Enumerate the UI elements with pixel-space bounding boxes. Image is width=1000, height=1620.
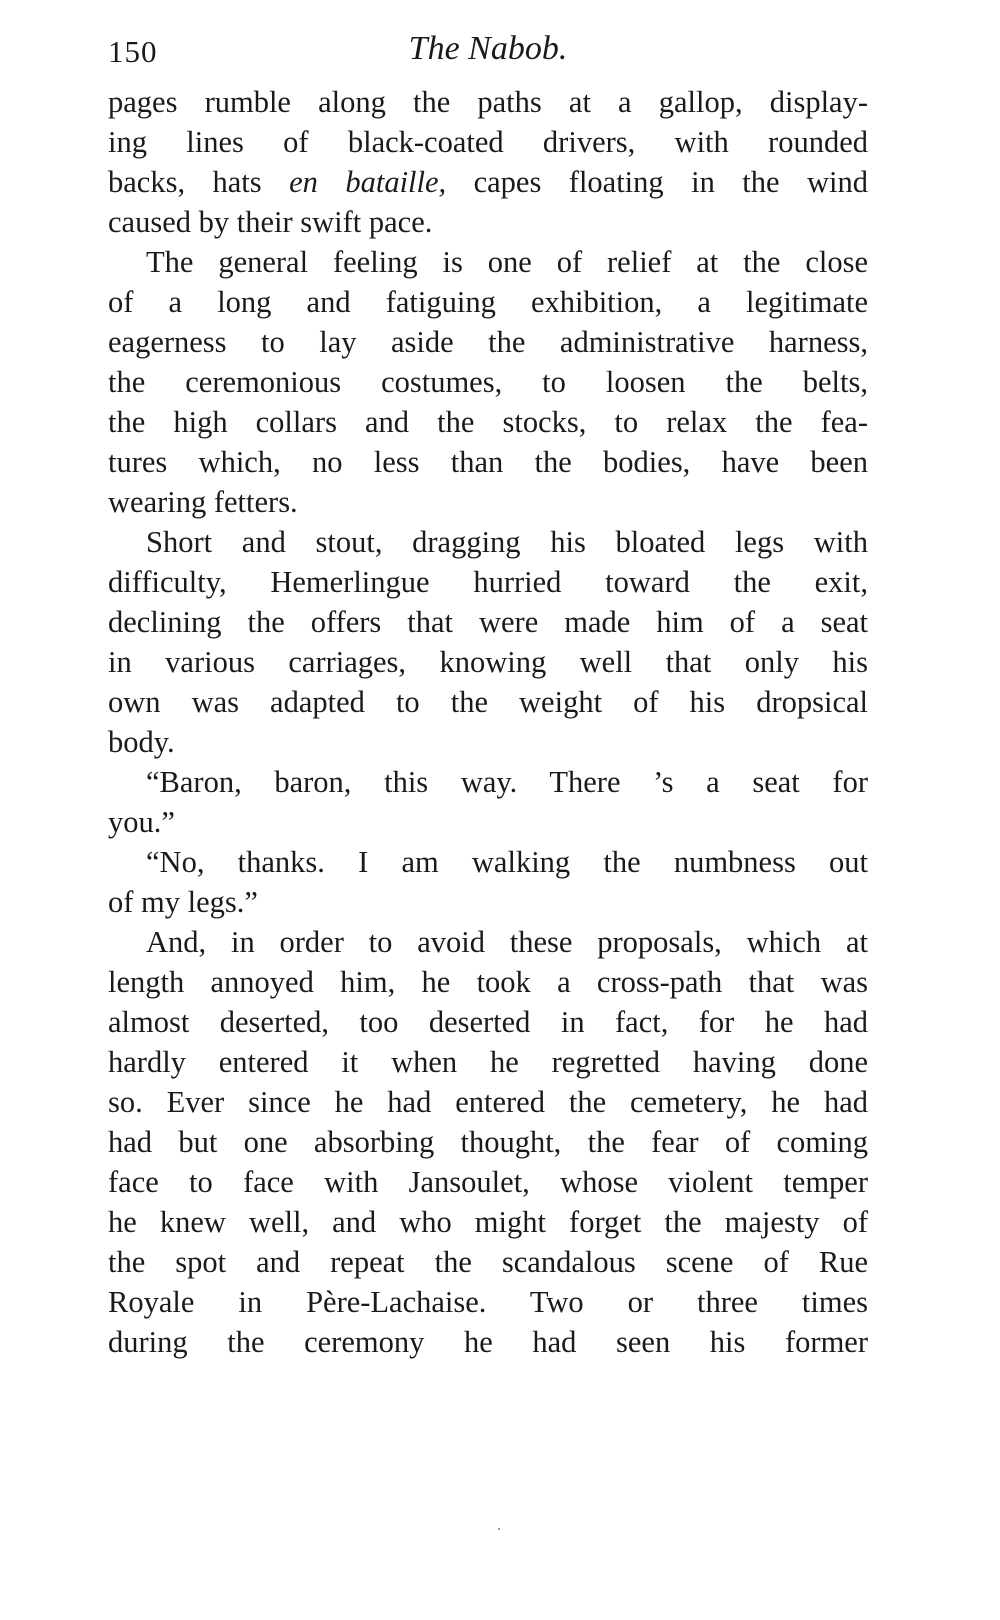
text-line: during the ceremony he had seen his former: [108, 1325, 868, 1359]
paper-speck: [498, 1528, 500, 1530]
text-line: pages rumble along the paths at a gallop, display-: [108, 85, 868, 119]
text-line: you.”: [108, 805, 175, 839]
text-line: ing lines of black-coated drivers, with rounded: [108, 125, 868, 159]
text-line: Short and stout, dragging his bloated legs with: [146, 525, 868, 559]
text-line: of a long and fatiguing exhibition, a legitimate: [108, 285, 868, 319]
page-number: 150: [108, 34, 158, 69]
text-line: length annoyed him, he took a cross-path that was: [108, 965, 868, 999]
text-line: [108, 162, 868, 202]
text-line: face to face with Jansoulet, whose violent temper: [108, 1165, 868, 1199]
text-line: caused by their swift pace.: [108, 205, 433, 239]
text-segment: capes floating in the wind: [473, 165, 868, 199]
text-line: “Baron, baron, this way. There ’s a seat for: [146, 765, 868, 799]
text-line: had but one absorbing thought, the fear of coming: [108, 1125, 868, 1159]
book-page: [108, 24, 868, 1362]
text-line: almost deserted, too deserted in fact, for he had: [108, 1005, 868, 1039]
text-line: the spot and repeat the scandalous scene of Rue: [108, 1245, 868, 1279]
text-line: the ceremonious costumes, to loosen the belts,: [108, 365, 868, 399]
running-head: [108, 24, 868, 82]
text-line: Royale in Père-Lachaise. Two or three times: [108, 1285, 868, 1319]
text-line: body.: [108, 725, 175, 759]
text-line: wearing fetters.: [108, 485, 298, 519]
text-line: he knew well, and who might forget the majesty of: [108, 1205, 868, 1239]
text-line: tures which, no less than the bodies, have been: [108, 445, 868, 479]
text-line: of my legs.”: [108, 885, 258, 919]
text-line: “No, thanks. I am walking the numbness out: [146, 845, 868, 879]
text-line: so. Ever since he had entered the cemetery, he had: [108, 1085, 868, 1119]
text-line: eagerness to lay aside the administrative harness,: [108, 325, 868, 359]
text-line: the high collars and the stocks, to relax the fea-: [108, 405, 868, 439]
text-line: in various carriages, knowing well that only his: [108, 645, 868, 679]
text-line: declining the offers that were made him of a seat: [108, 605, 868, 639]
text-segment: backs, hats: [108, 165, 262, 199]
text-line: The general feeling is one of relief at the close: [146, 245, 868, 279]
book-title: The Nabob.: [408, 30, 568, 67]
text-line: hardly entered it when he regretted having done: [108, 1045, 868, 1079]
text-line: And, in order to avoid these proposals, which at: [146, 925, 868, 959]
text-line: own was adapted to the weight of his dropsical: [108, 685, 868, 719]
body-text: [108, 82, 868, 1362]
text-line: difficulty, Hemerlingue hurried toward the exit,: [108, 565, 868, 599]
italic-phrase: en bataille,: [289, 165, 447, 199]
